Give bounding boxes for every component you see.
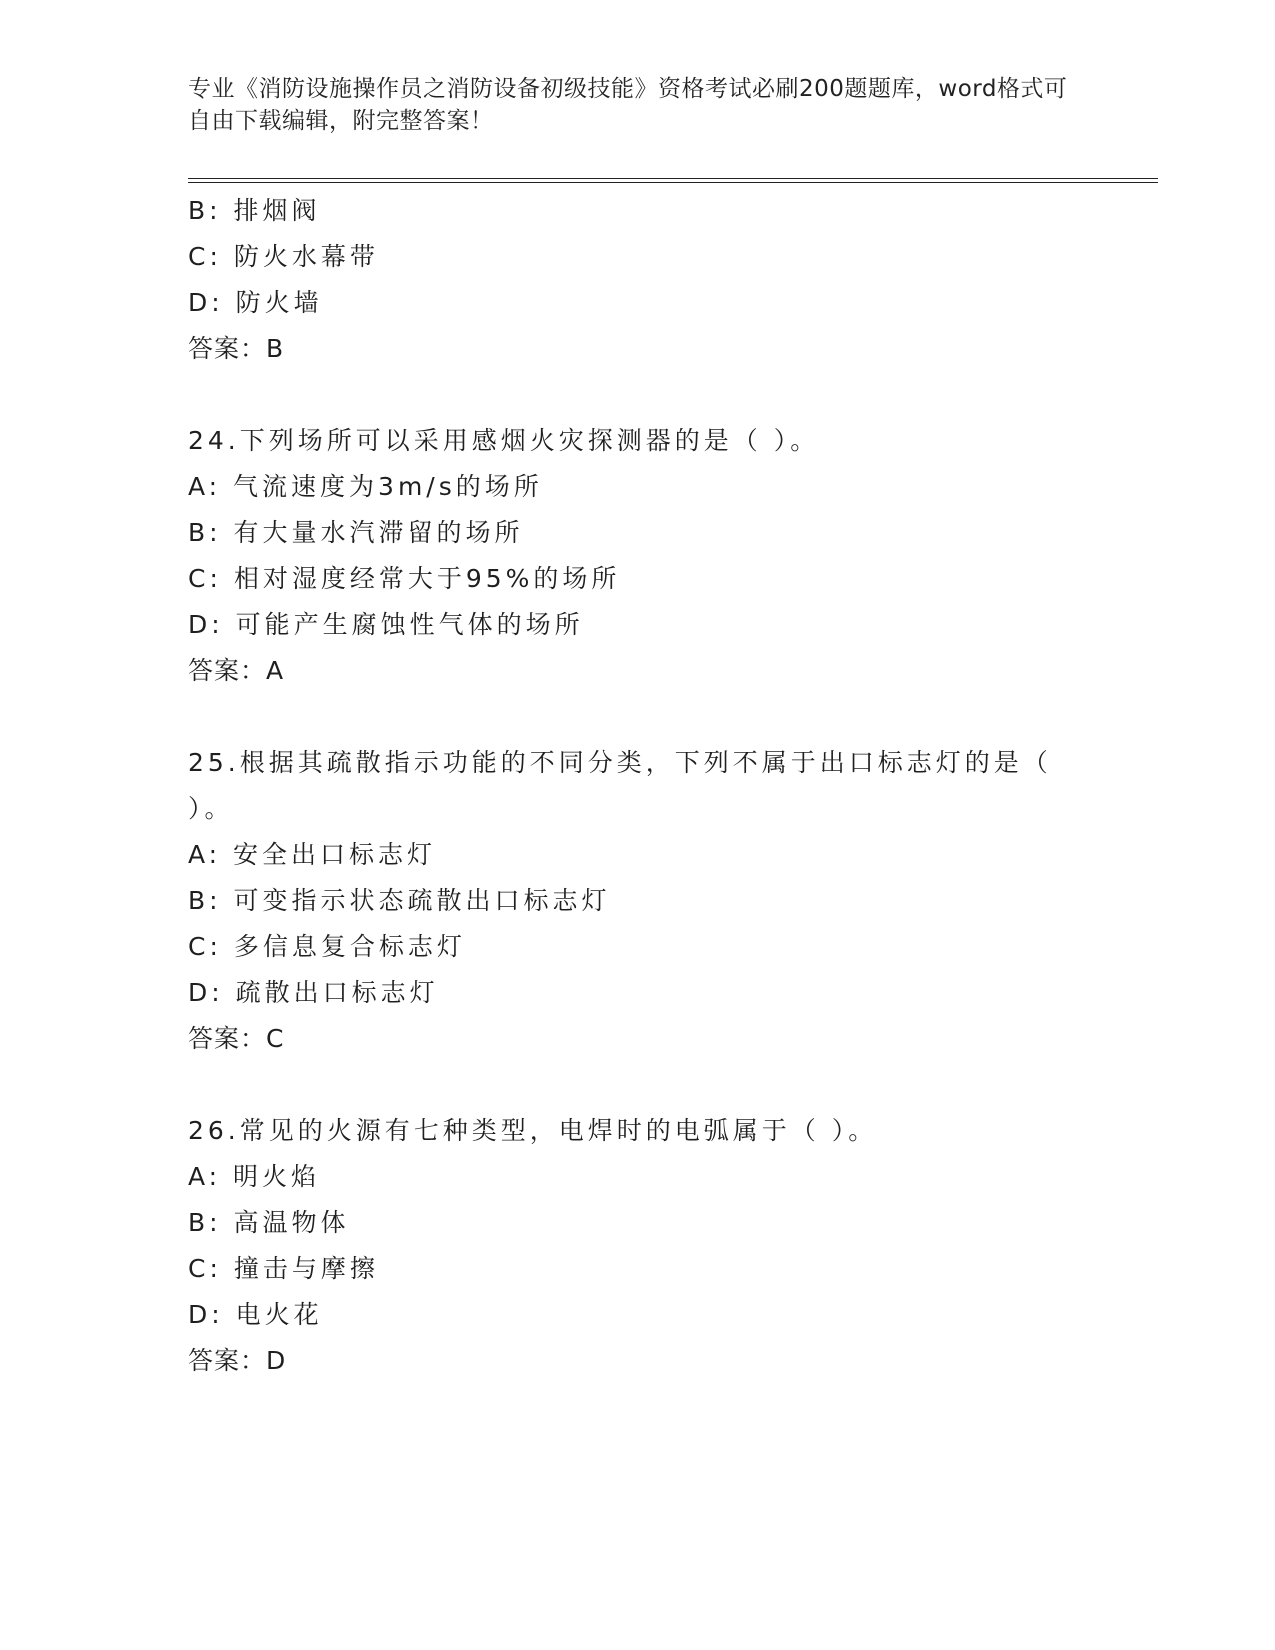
option-c: C: 撞击与摩擦 — [188, 1254, 379, 1283]
answer: 答案：D — [188, 1346, 287, 1375]
option-d: D: 防火墙 — [188, 288, 323, 317]
option-a: A: 明火焰 — [188, 1162, 321, 1191]
option-b: B: 排烟阀 — [188, 196, 321, 225]
option-c: C: 相对湿度经常大于95%的场所 — [188, 564, 621, 593]
spacer — [188, 694, 1088, 740]
question-stem-line-2: ）。 — [188, 794, 234, 823]
spacer — [188, 1062, 1088, 1108]
option-d: D: 可能产生腐蚀性气体的场所 — [188, 610, 584, 639]
question-25 — [188, 740, 1088, 1062]
page-header: 专业《消防设施操作员之消防设备初级技能》资格考试必刷200题题库，word格式可自由下载编辑，附完整答案！ — [188, 76, 1068, 134]
answer: 答案：C — [188, 1024, 285, 1053]
answer: 答案：B — [188, 334, 285, 363]
option-b: B: 有大量水汽滞留的场所 — [188, 518, 524, 547]
question-content — [188, 188, 1088, 1384]
question-stem: 24.下列场所可以采用感烟火灾探测器的是（ ）。 — [188, 426, 820, 455]
option-d: D: 电火花 — [188, 1300, 323, 1329]
option-a: A: 安全出口标志灯 — [188, 840, 437, 869]
option-b: B: 高温物体 — [188, 1208, 350, 1237]
question-24 — [188, 418, 1088, 694]
spacer — [188, 372, 1088, 418]
question-stem-line-1: 25.根据其疏散指示功能的不同分类，下列不属于出口标志灯的是（ — [188, 748, 1052, 777]
question-23-tail — [188, 188, 1088, 372]
question-26 — [188, 1108, 1088, 1384]
option-c: C: 防火水幕带 — [188, 242, 379, 271]
header-rule-bottom — [188, 182, 1158, 183]
option-c: C: 多信息复合标志灯 — [188, 932, 466, 961]
option-d: D: 疏散出口标志灯 — [188, 978, 439, 1007]
question-stem: 26.常见的火源有七种类型，电焊时的电弧属于（ ）。 — [188, 1116, 878, 1145]
option-a: A: 气流速度为3m/s的场所 — [188, 472, 543, 501]
option-b: B: 可变指示状态疏散出口标志灯 — [188, 886, 611, 915]
answer: 答案：A — [188, 656, 285, 685]
header-rule-top — [188, 178, 1158, 179]
